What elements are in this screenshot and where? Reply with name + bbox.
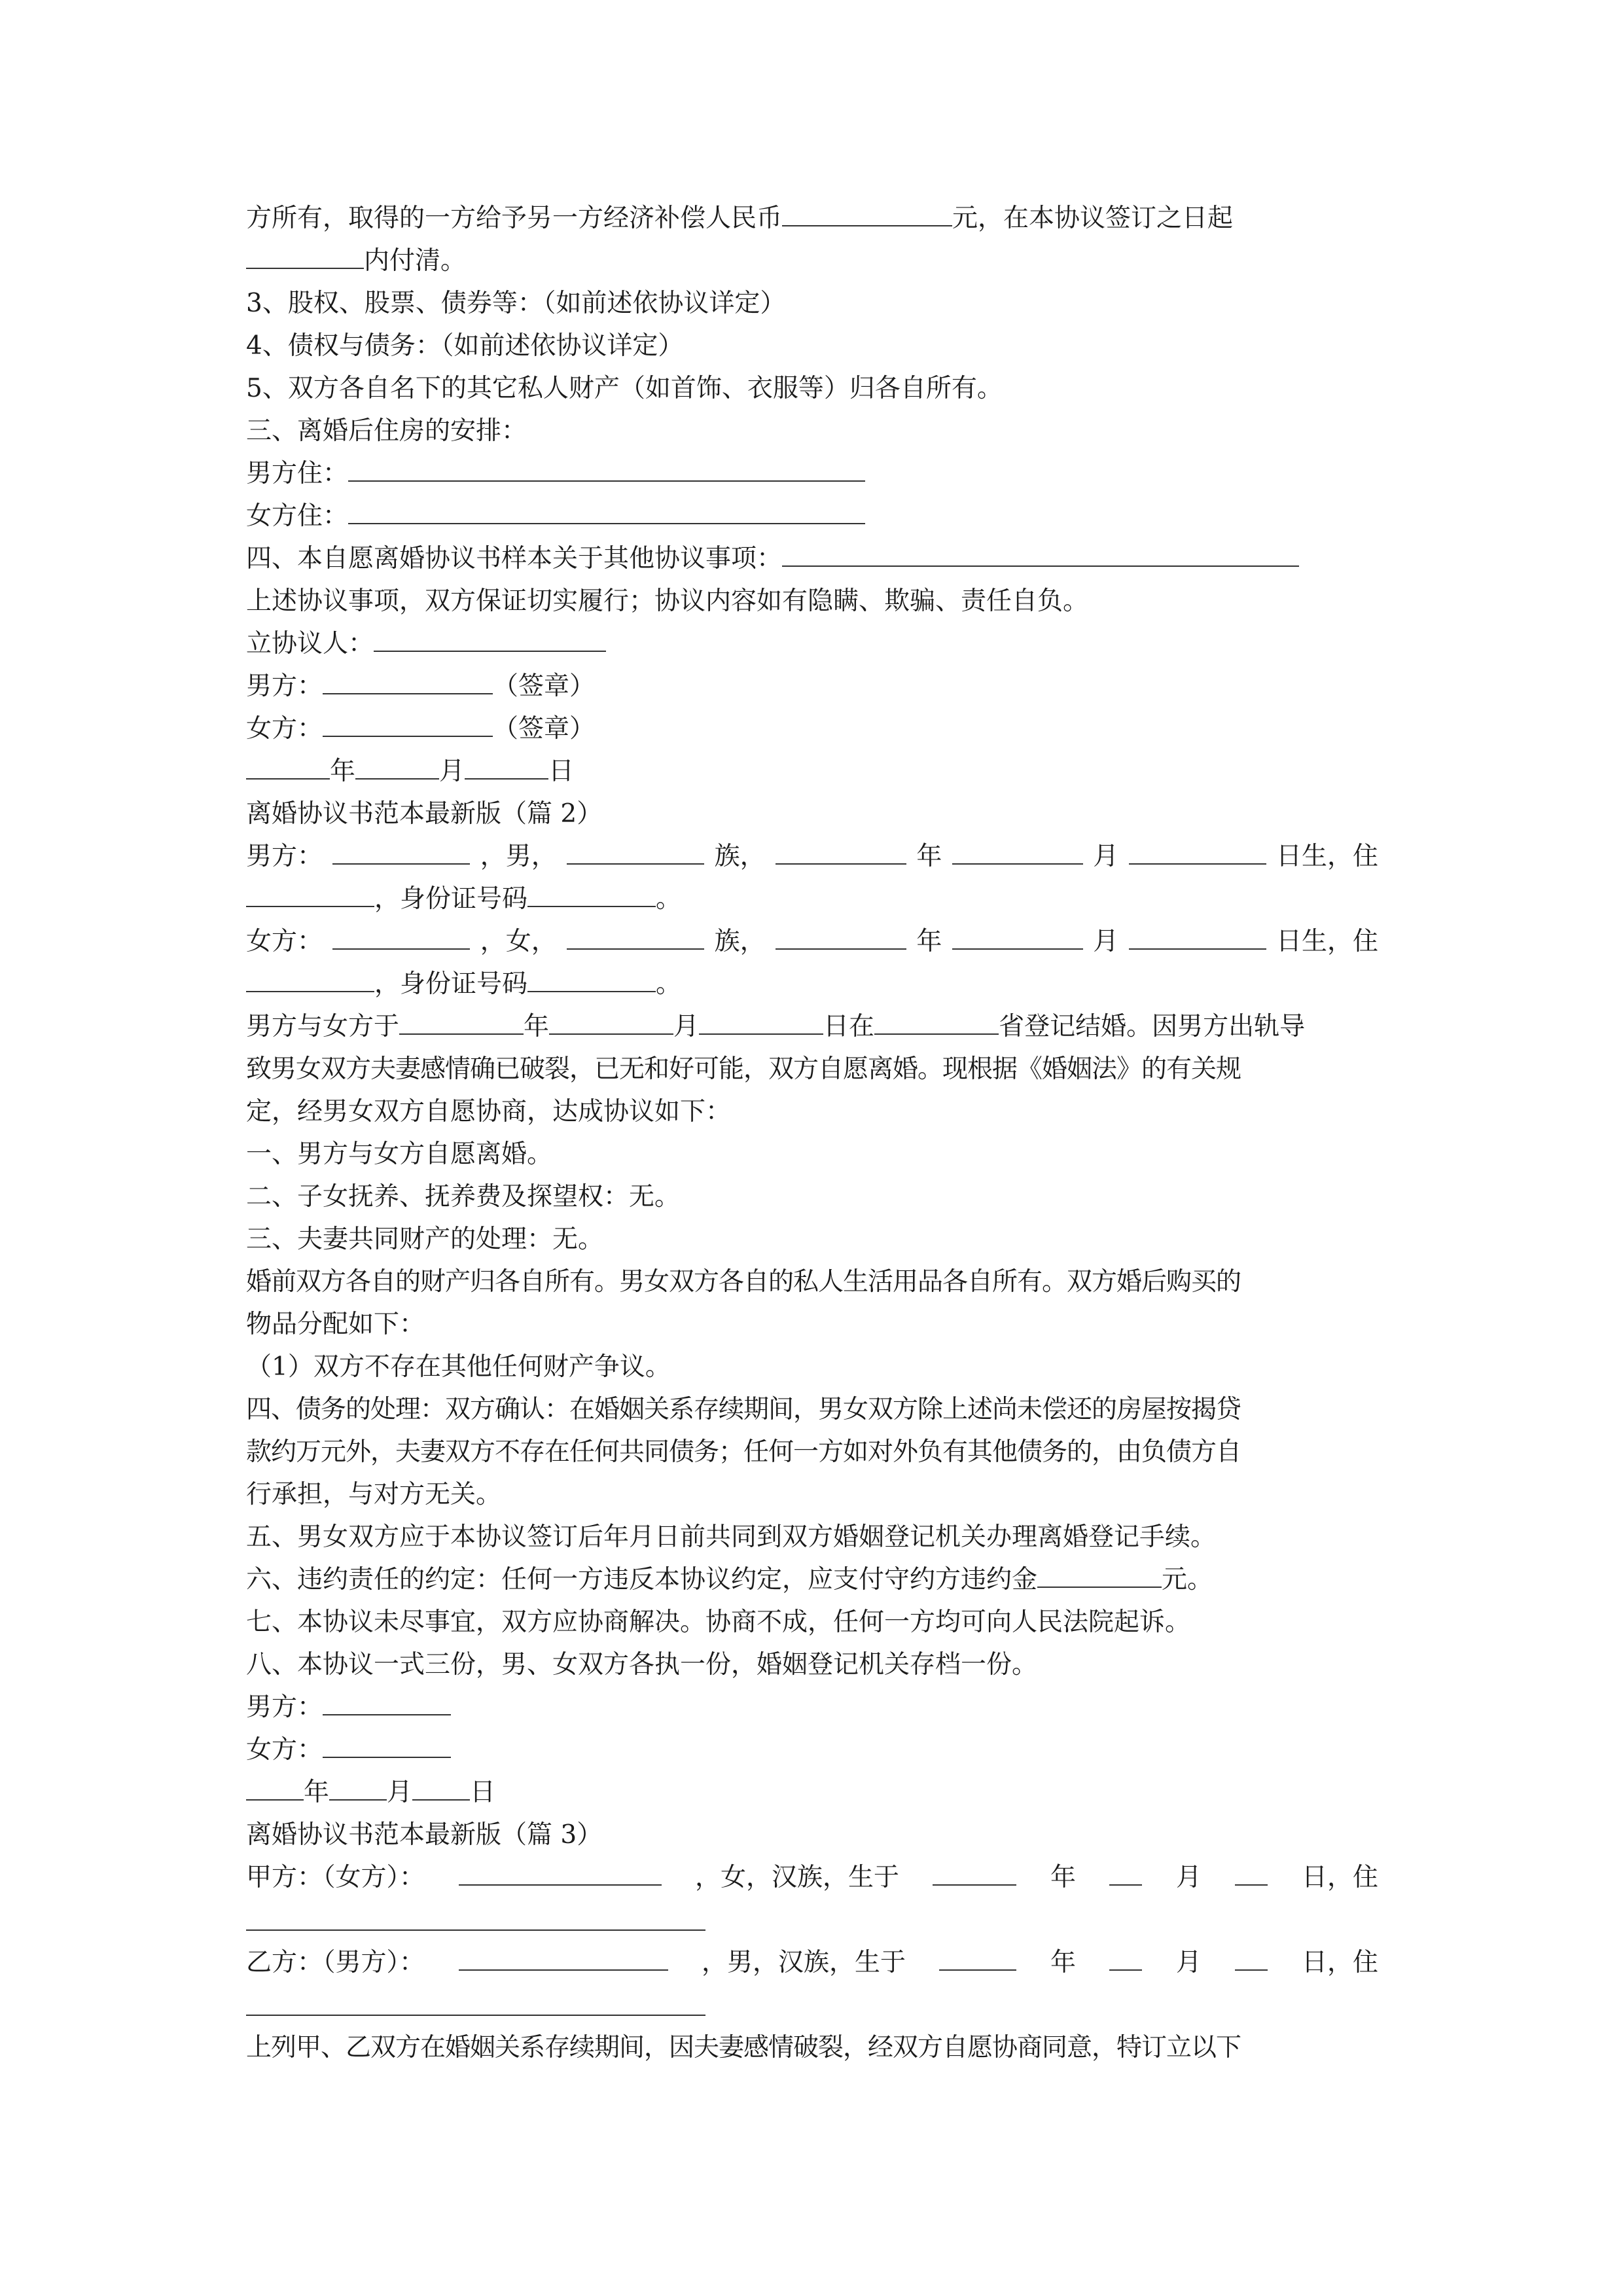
text-line [246, 1945, 1378, 1981]
text-segment: 立协议人： [246, 629, 374, 658]
text-segment: 月 [387, 1778, 413, 1807]
fill-blank [355, 753, 439, 780]
fill-blank [1037, 1562, 1162, 1588]
fill-blank [246, 881, 374, 907]
fill-blank [399, 1009, 524, 1035]
text-line [246, 1859, 1378, 1896]
fill-blank [1109, 1859, 1142, 1886]
fill-blank [874, 1009, 999, 1035]
text-line [246, 838, 1378, 875]
text-segment: 日，住 [1301, 1863, 1378, 1892]
text-segment: 男方： [246, 672, 323, 701]
text-segment: 日，住 [1301, 1948, 1378, 1977]
text-line: 物品分配如下： [246, 1310, 425, 1339]
text-line: 上列甲、乙双方在婚姻关系存续期间，因夫妻感情破裂，经双方自愿协商同意，特订立以下 [246, 2033, 1241, 2062]
text-segment: 元，在本协议签订之日起 [952, 204, 1234, 233]
text-segment: 女方： [246, 927, 323, 956]
section-title: 离婚协议书范本最新版（篇 2） [246, 799, 603, 829]
text-segment: 女方住： [246, 501, 349, 531]
text-line: 行承担，与对方无关。 [246, 1480, 502, 1509]
fill-blank [1235, 1859, 1268, 1886]
text-line: 5、双方各自名下的其它私人财产（如首饰、衣服等）归各自所有。 [246, 374, 1003, 403]
text-line: 五、男女双方应于本协议签订后年月日前共同到双方婚姻登记机关办理离婚登记手续。 [246, 1522, 1217, 1552]
fill-blank [374, 626, 606, 652]
fill-blank [246, 243, 364, 269]
fill-blank [246, 753, 330, 780]
text-segment: 年 [304, 1778, 330, 1807]
text-segment: （签章） [493, 714, 596, 744]
text-segment: 年 [330, 757, 356, 786]
text-line: 致男女双方夫妻感情确已破裂，已无和好可能，双方自愿离婚。现根据《婚姻法》的有关规 [246, 1054, 1241, 1084]
text-segment: 年 [1050, 1863, 1076, 1892]
fill-blank [323, 1689, 451, 1715]
fill-blank [939, 1945, 1016, 1971]
text-line [246, 966, 1378, 1003]
fill-blank [332, 924, 470, 950]
text-line: 三、夫妻共同财产的处理：无。 [246, 1225, 604, 1254]
fill-blank [323, 711, 493, 737]
date-line [246, 1774, 1378, 1811]
fill-blank [246, 966, 374, 992]
text-segment: 族， [714, 927, 766, 956]
text-segment: 族， [714, 842, 766, 871]
text-line: 3、股权、股票、债券等：（如前述依协议详定） [246, 289, 786, 318]
fill-blank [246, 1774, 304, 1801]
date-line [246, 753, 1378, 790]
text-line [246, 243, 1378, 279]
text-segment: 日生，住 [1275, 927, 1378, 956]
text-line [246, 1562, 1378, 1598]
section-heading: 三、离婚后住房的安排： [246, 416, 527, 446]
text-segment: 年 [916, 842, 942, 871]
text-segment: 女方： [246, 1735, 323, 1765]
text-segment: 日在 [823, 1012, 875, 1041]
text-segment: 省登记结婚。因男方出轨导 [999, 1012, 1306, 1041]
text-segment: 甲方：（女方）： [246, 1863, 425, 1892]
text-segment: 月 [1175, 1863, 1202, 1892]
text-segment: 日 [470, 1778, 496, 1807]
fill-blank [459, 1859, 662, 1886]
text-segment: ，男，汉族，生于 [701, 1948, 906, 1977]
fill-blank [567, 838, 704, 865]
text-line [246, 1009, 1378, 1045]
text-segment: 四、本自愿离婚协议书样本关于其他协议事项： [246, 544, 783, 573]
fill-blank [246, 1929, 705, 1931]
fill-blank [332, 838, 470, 865]
text-segment: 方所有，取得的一方给予另一方经济补偿人民币 [246, 204, 783, 233]
text-line: 一、男方与女方自愿离婚。 [246, 1139, 553, 1169]
text-line [246, 626, 1378, 662]
text-segment: 。 [656, 884, 682, 914]
text-line [246, 541, 1378, 577]
section-title: 离婚协议书范本最新版（篇 3） [246, 1820, 603, 1850]
fill-blank [465, 753, 548, 780]
text-line [246, 881, 1378, 918]
text-line: 八、本协议一式三份，男、女双方各执一份，婚姻登记机关存档一份。 [246, 1650, 1038, 1679]
text-line: （1）双方不存在其他任何财产争议。 [246, 1352, 671, 1382]
text-segment: 年 [524, 1012, 550, 1041]
text-segment: 男方与女方于 [246, 1012, 400, 1041]
text-line [246, 498, 1378, 535]
text-line [246, 200, 1378, 237]
text-segment: 年 [1050, 1948, 1076, 1977]
text-segment: 月 [673, 1012, 700, 1041]
text-segment: 年 [916, 927, 942, 956]
fill-blank [952, 838, 1083, 865]
signature-line [246, 668, 1378, 705]
text-segment: 月 [1175, 1948, 1202, 1977]
text-segment: 六、违约责任的约定：任何一方违反本协议约定，应支付守约方违约金 [246, 1565, 1038, 1594]
fill-blank [459, 1945, 668, 1971]
fill-blank [952, 924, 1083, 950]
text-segment: ，女， [480, 927, 557, 956]
fill-blank [323, 1732, 451, 1758]
fill-blank [348, 498, 865, 524]
text-line: 上述协议事项，双方保证切实履行；协议内容如有隐瞒、欺骗、责任自负。 [246, 586, 1089, 616]
fill-blank [246, 2015, 705, 2016]
fill-blank [776, 924, 906, 950]
text-segment: 月 [1093, 927, 1119, 956]
text-segment: （签章） [493, 672, 596, 701]
text-line [246, 924, 1378, 960]
fill-blank [329, 1774, 387, 1801]
fill-blank [1129, 924, 1266, 950]
signature-line [246, 711, 1378, 747]
fill-blank [527, 966, 656, 992]
text-segment: ，身份证号码 [374, 969, 528, 999]
fill-blank [782, 541, 1299, 567]
text-line: 定，经男女双方自愿协商，达成协议如下： [246, 1097, 732, 1126]
text-line: 款约万元外，夫妻双方不存在任何共同债务；任何一方如对外负有其他债务的，由负债方自 [246, 1437, 1241, 1467]
text-line: 二、子女抚养、抚养费及探望权：无。 [246, 1182, 681, 1211]
text-segment: 日生，住 [1275, 842, 1378, 871]
text-segment: 乙方：（男方）： [246, 1948, 425, 1977]
text-segment: 月 [1093, 842, 1119, 871]
text-segment: 。 [656, 969, 682, 999]
text-segment: 日 [548, 757, 575, 786]
text-line [246, 456, 1378, 492]
fill-blank [699, 1009, 823, 1035]
text-segment: 内付清。 [364, 246, 467, 276]
text-segment: ，男， [480, 842, 557, 871]
fill-blank [1109, 1945, 1142, 1971]
text-line: 七、本协议未尽事宜，双方应协商解决。协商不成，任何一方均可向人民法院起诉。 [246, 1607, 1191, 1637]
fill-blank [527, 881, 656, 907]
text-segment: 男方： [246, 842, 323, 871]
text-line: 4、债权与债务：（如前述依协议详定） [246, 331, 684, 361]
text-segment: 元。 [1162, 1565, 1213, 1594]
fill-blank [549, 1009, 673, 1035]
text-line: 婚前双方各自的财产归各自所有。男女双方各自的私人生活用品各自所有。双方婚后购买的 [246, 1267, 1241, 1297]
fill-blank [348, 456, 865, 482]
fill-blank [1129, 838, 1266, 865]
fill-blank [933, 1859, 1016, 1886]
text-line: 四、债务的处理：双方确认：在婚姻关系存续期间，男女双方除上述尚未偿还的房屋按揭贷 [246, 1395, 1241, 1424]
fill-blank [567, 924, 704, 950]
fill-blank [776, 838, 906, 865]
text-segment: ，身份证号码 [374, 884, 528, 914]
fill-blank [782, 200, 952, 226]
text-segment: 女方： [246, 714, 323, 744]
fill-blank [412, 1774, 470, 1801]
text-segment: 男方： [246, 1693, 323, 1722]
fill-blank [1235, 1945, 1268, 1971]
text-segment: 月 [439, 757, 465, 786]
fill-blank [323, 668, 493, 694]
signature-line [246, 1689, 1378, 1726]
text-segment: 男方住： [246, 459, 349, 488]
text-segment: ，女，汉族，生于 [694, 1863, 899, 1892]
signature-line [246, 1732, 1378, 1768]
